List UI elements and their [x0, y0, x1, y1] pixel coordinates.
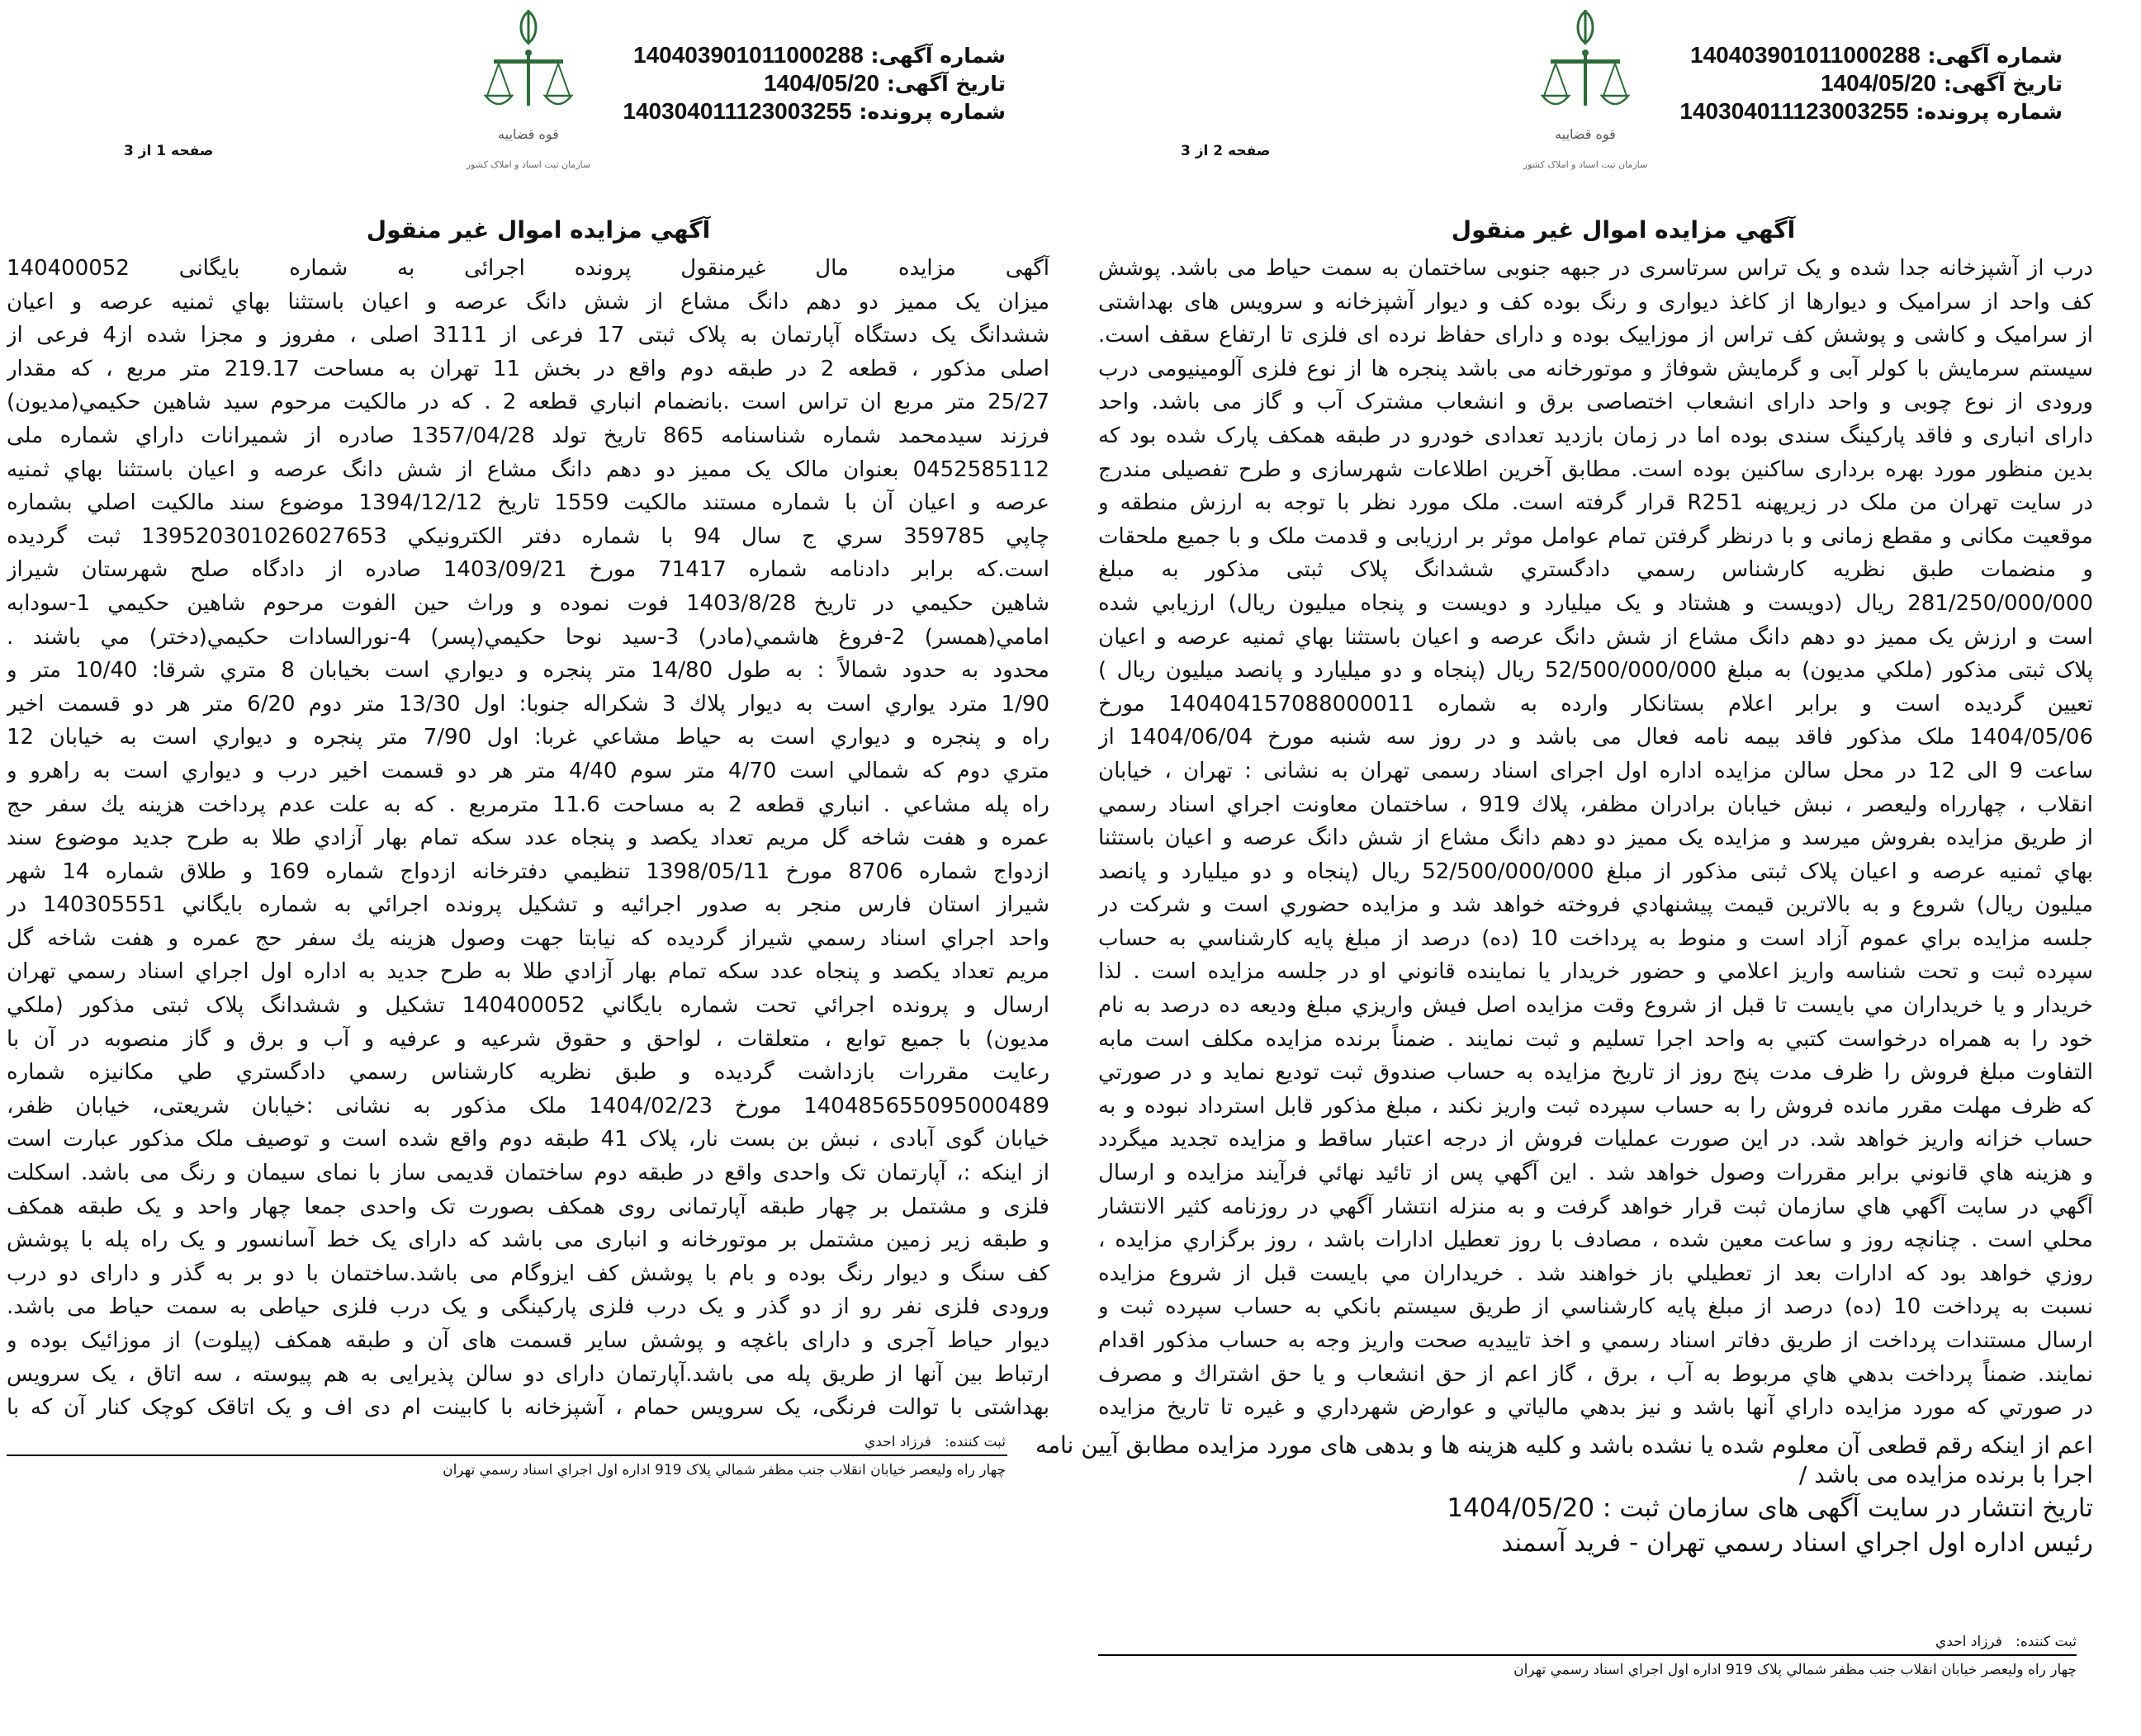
- body-text-line: میزان یک ممیز دو دهم دانگ مشاع از شش دانگ عرصه و اعیان باستثنا بهاي ثمنيه عرصه و اعیان: [7, 289, 1049, 315]
- ad-date: 1404/05/20: [1820, 70, 1937, 96]
- body-text-line: بهاي ثمنيه عرصه و اعیان پلاک ثبتی مذکور از مبلغ 52/500/000/000 ريال (پنجاه و دو میلیارد و پانصد: [1098, 859, 2093, 884]
- body-text-line: ارسال و پرونده اجرائي تحت شماره بايگاني 140400052 تشكيل و ششدانگ پلاک ثبتی مذکور (ملكي: [7, 993, 1049, 1019]
- body-text-line: خريدار و يا خريداران مي بايست تا قبل از شروع وقت مزايده اصل فيش واريزي مبلغ وديعه ده درصد به نام: [1098, 993, 2093, 1019]
- page-title: آگهي مزايده اموال غير منقول: [1451, 216, 1796, 244]
- body-text-line: كه ظرف مهلت مقرر مانده فروش را به حساب سپرده ثبت واريز نكند ، مبلغ مذكور قابل استرداد نبوده و به: [1098, 1093, 2093, 1119]
- office-address: چهار راه وليعصر خيابان انقلاب جنب مظفر شمالي پلاک 919 اداره اول اجراي اسناد رسمي تهران: [443, 1462, 1006, 1478]
- judiciary-logo: [462, 7, 594, 180]
- case-number-row: [623, 97, 1006, 125]
- body-text-line: 0452585112 بعنوان مالک یک ممیز دو دهم دانگ مشاع از شش دانگ عرصه و اعیان باستثنا بهاي ثمنيه: [7, 456, 1049, 482]
- scales-of-justice-icon: [462, 7, 594, 180]
- registrar-label: ثبت کننده:: [945, 1434, 1006, 1450]
- publish-date-line: تاریخ انتشار در سایت آگهی های سازمان ثبت : 1404/05/20: [1447, 1493, 2093, 1523]
- ad-number-row: [1679, 41, 2063, 69]
- body-text-line: چاپي 359785 سري ج سال 94 با شماره دفتر الكترونيكي 139520301026027653 ثبت گرديده: [7, 523, 1049, 549]
- body-text-line: حساب خزانه واريز خواهد شد. در اين صورت عمليات فروش از درجه اعتبار ساقط و مزايده تجديد ميگردد: [1098, 1127, 2093, 1152]
- body-text-line: شيراز استان فارس منجر به صدور اجرائيه و تشكيل پرونده اجرائي به شماره بايگاني 140305551 در: [7, 892, 1049, 918]
- body-text-line: 1/90 مترد يواري است به ديوار پلاك 3 شكراله جنوبا: اول 13/30 متر دوم 6/20 متر هر دو قسمت اخير: [7, 691, 1049, 717]
- svg-text:قوه قضاییه: قوه قضاییه: [498, 126, 559, 142]
- case-number: 140304011123003255: [1679, 98, 1909, 124]
- body-text-line: ششدانگ یک دستگاه آپارتمان به پلاک ثبتی 17 فرعی از 3111 اصلی ، مفروز و مجزا شده از4 فرعی از: [7, 323, 1049, 348]
- ad-number: 140403901011000288: [1690, 42, 1921, 68]
- body-text-line: سپرده ثبت و تحت شناسه واريز اعلامي و حضور خريدار يا نماينده قانوني او در جلسه مزايده است . لذا: [1098, 959, 2093, 985]
- svg-text:سازمان ثبت اسناد و املاک کشور: سازمان ثبت اسناد و املاک کشور: [1523, 159, 1648, 170]
- ad-number: 140403901011000288: [633, 42, 864, 68]
- body-text-line: امامي(همسر) 2-فروغ هاشمي(مادر) 3-سيد نوحا حكيمي(پسر) 4-نورالسادات حكيمي(دختر) مي باشند .: [7, 624, 1049, 650]
- footer-divider: [7, 1455, 1007, 1456]
- ad-date-row: [623, 69, 1006, 97]
- closing-line: اعم از اینکه رقم قطعی آن معلوم شده یا نشده باشد و کلیه هزینه ها و بدهی های مورد مزایده مطابق آیین نامه: [1035, 1431, 2093, 1459]
- body-text-line: محدود به حدود شمالاً : به طول 14/80 متر پنجره و ديواري است بخيابان 8 متري شرقا: 10/40 متر و: [7, 658, 1049, 684]
- case-number-row: [1679, 97, 2063, 125]
- body-text-line: ورودی فلزی نفر رو از دو گذر و یک درب فلزی پارکینگی و یک درب فلزی حیاطی به سمت حیاط می باشد.: [7, 1294, 1049, 1320]
- notice-body: [7, 252, 1049, 1425]
- svg-text:قوه قضاییه: قوه قضاییه: [1555, 126, 1616, 142]
- svg-text:سازمان ثبت اسناد و املاک کشور: سازمان ثبت اسناد و املاک کشور: [466, 159, 591, 170]
- body-text-line: سیستم سرمایش با کولر آبی و گرمایش شوفاژ و موتورخانه می باشد پنجره ها از نوع فلزی آلومینیومی درب: [1098, 356, 2093, 381]
- ad-number-label: شماره آگهی:: [870, 44, 1006, 68]
- body-text-line: پلاک ثبتی مذکور (ملكي مديون) به مبلغ 52/500/000/000 ريال (پنجاه و دو میلیارد و پانصد میلیون ریال ): [1098, 658, 2093, 684]
- case-number-label: شماره پرونده:: [859, 100, 1006, 124]
- closing-line: اجرا با برنده مزایده می باشد /: [1798, 1461, 2093, 1488]
- body-text-line: است.كه برابر دادنامه شماره 71417 مورخ 1403/09/21 صادره از دادگاه صلح شهرستان شيراز: [7, 557, 1049, 583]
- body-text-line: راه پله مشاعي . انباري قطعه 2 به مساحت 11.6 مترمربع . كه به علت عدم پرداخت هزينه يك سفر حج: [7, 792, 1049, 817]
- body-text-line: انقلاب ، چهارراه وليعصر ، نبش خيابان برادران مظفر، پلاك 919 ، ساختمان معاونت اجراي اسناد رسمي: [1098, 792, 2093, 817]
- ad-number-label: شماره آگهی:: [1927, 44, 2063, 68]
- case-number-label: شماره پرونده:: [1916, 100, 2063, 124]
- body-text-line: در سایت تهران من ملک در زیرپهنه R251 قرار گرفته است. ملک مورد نظر با توجه به ارزش منطقه و: [1098, 490, 2093, 516]
- ad-number-row: [623, 41, 1006, 69]
- page-header: [623, 41, 1006, 125]
- body-text-line: موقعیت مکانی و مقطع زمانی و با درنظر گرفتن تمام عوامل موثر بر ارزیابی و قدمت ملک و با جمیع ملحقات: [1098, 523, 2093, 549]
- body-text-line: تعيين گرديده است و برابر اعلام بستانكار وارده به شماره 140404157088000011 مورخ: [1098, 691, 2093, 717]
- body-text-line: ورودی از نوع چوبی و واحد دارای انشعاب اختصاصی برق و انشعاب مشترک آب و گاز می باشد. واحد: [1098, 390, 2093, 415]
- body-text-line: مريم تعداد يكصد و پنجاه عدد سكه تمام بهار آزادي طلا به طرح جديد به اداره اول اجراي اسناد رسمي تهران: [7, 959, 1049, 985]
- body-text-line: و طبقه زیر زمین مشتمل بر موتورخانه و انباری می باشد که دارای یک خط آسانسور و یک راه پله با پوشش: [7, 1227, 1049, 1253]
- ad-date: 1404/05/20: [763, 70, 880, 96]
- body-text-line: و هزينه هاي قانوني برابر مقررات وصول خواهد شد . اين آگهي پس از تائيد نهائي فرآيند مزايده و ارسال: [1098, 1161, 2093, 1186]
- body-text-line: رعايت مقررات بازداشت گرديده و طبق نظريه كارشناس رسمي دادگستري طي مكانيزه شماره: [7, 1060, 1049, 1086]
- body-text-line: خیابان گوی آبادی ، نبش بن بست نار، پلاک 41 طبقه دوم واقع شده است و توصیف ملک مذکور عبارت است: [7, 1127, 1049, 1152]
- registrar-name: فرزاد احدي: [864, 1434, 931, 1450]
- body-text-line: مديون) با جميع توابع ، متعلقات ، لواحق و حقوق شرعيه و عرفيه و آب و برق و گاز منصوبه در آن با: [7, 1026, 1049, 1052]
- body-text-line: التفاوت مبلغ فروش را ظرف مدت پنج روز از تاريخ مزايده به حساب صندوق ثبت توديع نمايد و در صورتي: [1098, 1060, 2093, 1086]
- ad-date-row: [1679, 69, 2063, 97]
- body-text-line: دیوار حیاط آجری و دارای باغچه و پوشش سایر قسمت های آن و طبقه همکف (پیلوت) از موزائیک بوده و: [7, 1328, 1049, 1353]
- registrar-name: فرزاد احدي: [1935, 1634, 2002, 1650]
- scales-of-justice-icon: [1519, 7, 1651, 180]
- ad-date-label: تاریخ آگهی:: [1943, 72, 2063, 96]
- office-address: چهار راه وليعصر خيابان انقلاب جنب مظفر شمالي پلاک 919 اداره اول اجراي اسناد رسمي تهران: [1513, 1662, 2077, 1678]
- body-text-line: از اینکه :، آپارتمان تک واحدی واقع در طبقه دوم ساختمان قدیمی ساز با نمای سیمان و رنگ می باشد. اسکلت: [7, 1161, 1049, 1186]
- body-text-line: از سرامیک و کاشی و پوشش کف تراس از موزاییک بوده و دارای حفاظ نرده ای فلزی تا ارتفاع سقف است.: [1098, 323, 2093, 348]
- body-text-line: است و ارزش یک ممیز دو دهم دانگ مشاع از شش دانگ عرصه و اعیان باستثنا بهاي ثمنيه عرصه و اعیان: [1098, 624, 2093, 650]
- body-text-line: محلي است . چنانچه روز و ساعت معين شده ، مصادف با روز تعطيل ادارات باشد ، روز برگزاري مزايده ،: [1098, 1227, 2093, 1253]
- judiciary-logo: [1519, 7, 1651, 180]
- body-text-line: ساعت 9 الی 12 در محل سالن مزايده اداره اول اجرای اسناد رسمی تهران به نشانی : تهران ، خيابان: [1098, 758, 2093, 783]
- page-number: صفحه 2 از 3: [1181, 143, 1271, 159]
- body-text-line: کف سنگ و دیوار رنگ بوده و بام با پوشش کف ایزوگام می باشد.ساختمان با دو بر به گذر و دارای دو درب: [7, 1261, 1049, 1286]
- page-number: صفحه 1 از 3: [124, 143, 214, 159]
- body-text-line: بهداشتی با توالت فرنگی، یک سرویس حمام ، آشپزخانه با کابینت ام دی اف و یک اتاقک کوچک کنار آن که با: [7, 1395, 1049, 1421]
- body-text-line: ارسال مستندات پرداخت از طريق دفاتر اسناد رسمي و اخذ تاييديه صحت واريز وجه به حساب مذكور اقدام: [1098, 1328, 2093, 1353]
- page-title: آگهي مزايده اموال غير منقول: [366, 216, 711, 244]
- body-text-line: خود را به همراه درخواست كتبي به واحد اجرا تسليم و ثبت نمايند . ضمناً برنده مزايده مكلف است مابه: [1098, 1026, 2093, 1052]
- body-text-line: آگهی مزایده مال غیرمنقول پرونده اجرائی به شماره بایگانی 140400052: [7, 256, 1049, 281]
- body-text-line: دارای انباری و فاقد پارکینگ سندی بوده اما در زمان بازدید تعدادی خودرو در طبقه همکف پارک شده بود که: [1098, 423, 2093, 448]
- body-text-line: و منضمات طبق نظريه كارشناس رسمي دادگستري ششدانگ پلاک ثبتی مذکور به مبلغ: [1098, 557, 2093, 583]
- body-text-line: ازدواج شماره 8706 مورخ 1398/05/11 تنظيمي دفترخانه ازدواج شماره 169 و طلاق شماره 14 شهر: [7, 859, 1049, 884]
- body-text-line: 1404/05/06 ملک مذکور فاقد بیمه نامه فعال می باشد و در روز سه شنبه مورخ 1404/06/04 از: [1098, 725, 2093, 750]
- body-text-line: بدین منظور مورد بهره برداری ساکنین بوده است. مطابق آخرین اطلاعات شهرسازی و طرح تفصیلی مندرج: [1098, 456, 2093, 482]
- body-text-line: شاهين حكيمي در تاريخ 1403/8/28 فوت نموده و وراث حين الفوت مرحوم شاهين حكيمي 1-سودابه: [7, 590, 1049, 616]
- footer-divider: [1098, 1654, 2077, 1656]
- page-header: [1679, 41, 2063, 125]
- registrar-row: [1935, 1633, 2077, 1651]
- body-text-line: از طريق مزايده بفروش ميرسد و مزایده یک ممیز دو دهم دانگ مشاع از شش دانگ عرصه و اعیان باستثنا: [1098, 825, 2093, 851]
- body-text-line: 281/250/000/000 ريال (دویست و هشتاد و یک میلیارد و دویست و پنجاه میلیون ریال) ارزيابي شده: [1098, 590, 2093, 616]
- signatory-line: رئیس اداره اول اجراي اسناد رسمي تهران - فرید آسمند: [1501, 1528, 2093, 1558]
- body-text-line: جلسه مزايده براي عموم آزاد است و منوط به پرداخت 10 (ده) درصد از مبلغ پايه كارشناسي به حساب: [1098, 925, 2093, 951]
- body-text-line: عرصه و اعيان آن با شماره مستند مالكيت 1559 تاريخ 1394/12/12 موضوع سند مالكيت اصلي بشماره: [7, 490, 1049, 516]
- body-text-line: کف واحد از سرامیک و دیوارها از کاغذ دیواری و رنگ بوده کف و دیوار آشپزخانه و سرویس های بهداشتی: [1098, 289, 2093, 315]
- body-text-line: ارتباط بین آنها از طریق پله می باشد.آپارتمان دارای دو سالن پذیرایی به هم پیوسته ، سه اتاق ، یک سرویس: [7, 1361, 1049, 1387]
- body-text-line: 140485655095000489 مورخ 1404/02/23 ملک مذکور به نشانی :خیابان شریعتی، خیابان ظفر،: [7, 1093, 1049, 1119]
- body-text-line: میلیون ریال) شروع و به بالاترين قيمت پيشنهادي فروخته خواهد شد و مزايده حضوري است و شركت در: [1098, 892, 2093, 918]
- body-text-line: نسبت به پرداخت 10 (ده) درصد از مبلغ پايه كارشناسي از طريق سيستم بانكي به حساب سپرده ثبت و: [1098, 1294, 2093, 1320]
- body-text-line: راه و پنجره و ديواري است به حياط مشاعي غربا: اول 7/90 متر پنجره و ديواري است به خيابان 12: [7, 725, 1049, 750]
- body-text-line: اصلی مذکور ، قطعه 2 در طبقه دوم واقع در بخش 11 تهران به مساحت 219.17 متر مربع ، که مقدار: [7, 356, 1049, 381]
- registrar-label: ثبت کننده:: [2015, 1634, 2077, 1650]
- body-text-line: روزي خواهد بود كه ادارات بعد از تعطيلي باز خواهند شد . خريداران مي بايست قبل از شروع مزايده: [1098, 1261, 2093, 1286]
- body-text-line: در صورتي كه مورد مزايده داراي آنها باشد و نيز بدهي مالياتي و عوارض شهرداري و غيره تا تاريخ مزايده: [1098, 1395, 2093, 1421]
- body-text-line: آگهي در سايت آگهي هاي سازمان ثبت قرار خواهد گرفت و به منزله انتشار آگهي در روزنامه كثير الانتشار: [1098, 1194, 2093, 1219]
- registrar-row: [864, 1433, 1006, 1451]
- body-text-line: فلزی و مشتمل بر چهار طبقه آپارتمانی روی همکف بصورت تک واحدی جمعا چهار واحد و یک طبقه همکف: [7, 1194, 1049, 1219]
- ad-date-label: تاریخ آگهی:: [886, 72, 1006, 96]
- body-text-line: واحد اجراي اسناد رسمي شيراز گرديده كه نيابتا جهت وصول هزينه يك سفر حج عمره و هفت شاخه گل: [7, 925, 1049, 951]
- body-text-line: فرزند سیدمحمد شماره شناسنامه 865 تاريخ تولد 1357/04/28 صادره از شميرانات داراي شماره ملی: [7, 423, 1049, 448]
- body-text-line: عمره و هفت شاخه گل مريم تعداد يكصد و پنجاه عدد سكه تمام بهار آزادي طلا به طرح جديد موضوع سند: [7, 825, 1049, 851]
- body-text-line: درب از آشپزخانه جدا شده و یک تراس سرتاسری در جبهه جنوبی ساختمان به سمت حیاط می باشد. پوشش: [1098, 256, 2093, 281]
- body-text-line: متري دوم كه شمالي است 4/70 متر سوم 4/40 متر هر دو قسمت اخير درب و ديواري است به راهرو و: [7, 758, 1049, 783]
- case-number: 140304011123003255: [623, 98, 852, 124]
- body-text-line: 25/27 متر مربع ان تراس است .بانضمام انباري قطعه 2 . كه در مالكيت مرحوم سيد شاهين حكيمي(مديون): [7, 390, 1049, 415]
- notice-body: [1098, 252, 2093, 1425]
- body-text-line: نمايند. ضمناً پرداخت بدهي هاي مربوط به آب ، برق ، گاز اعم از حق انشعاب و يا حق اشتراك و مصرف: [1098, 1361, 2093, 1387]
